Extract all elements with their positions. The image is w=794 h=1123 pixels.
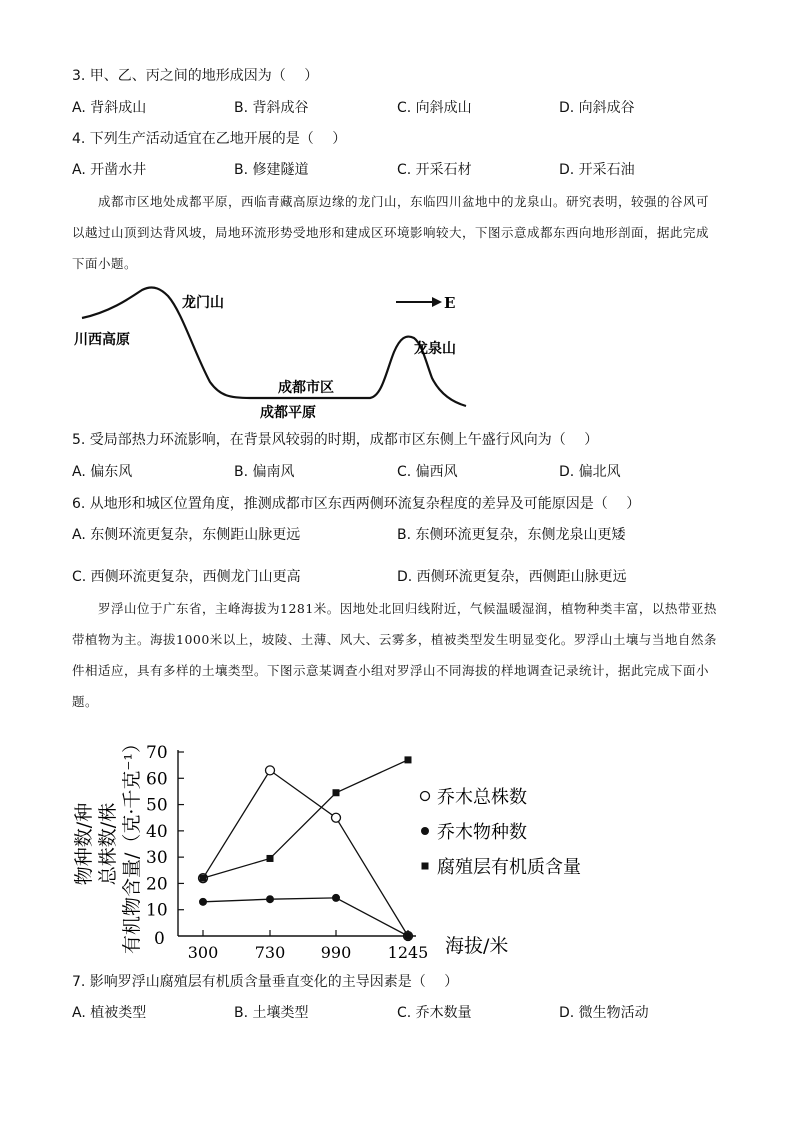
data-point-s0-2 bbox=[332, 813, 341, 822]
q6-option-c[interactable]: C. 西侧环流更复杂，西侧龙门山更高 bbox=[72, 569, 301, 585]
passage-chengdu: 成都市区地处成都平原，西临青藏高原边缘的龙门山，东临四川盆地中的龙泉山。研究表明，较强的谷风可以越过山顶到达背风坡，局地环流形势受地形和建成区环境影响较大，下图示意成都东西向地形剖面，据此完成下面小题。 bbox=[72, 194, 710, 271]
y-tick-label: 40 bbox=[146, 821, 168, 842]
q6-option-b[interactable]: B. 东侧环流更复杂，东侧龙泉山更矮 bbox=[397, 527, 626, 543]
q6-option-d[interactable]: D. 西侧环流更复杂，西侧距山脉更远 bbox=[397, 569, 627, 585]
data-point-s2-3 bbox=[405, 756, 412, 763]
q5-option-b[interactable]: B. 偏南风 bbox=[234, 464, 295, 480]
q5-option-c[interactable]: C. 偏西风 bbox=[397, 464, 458, 480]
legend-label-1: 乔木物种数 bbox=[437, 822, 527, 843]
west-plateau-label: 川西高原 bbox=[74, 332, 130, 348]
q7-option-c[interactable]: C. 乔木数量 bbox=[397, 1005, 472, 1021]
q5-option-a[interactable]: A. 偏东风 bbox=[72, 464, 133, 480]
x-axis-title: 海拔/米 bbox=[445, 935, 509, 957]
y-tick-label: 50 bbox=[146, 795, 168, 816]
city-label: 成都市区 bbox=[278, 380, 334, 396]
q3-option-d[interactable]: D. 向斜成谷 bbox=[559, 100, 635, 116]
q7-option-a[interactable]: A. 植被类型 bbox=[72, 1005, 147, 1021]
question-7-stem: 7. 影响罗浮山腐殖层有机质含量垂直变化的主导因素是（ ） bbox=[72, 974, 459, 990]
y-tick-label: 70 bbox=[146, 743, 168, 763]
y-axis-title-line: 物种数/种 bbox=[73, 802, 95, 886]
luofu-survey-chart bbox=[60, 726, 620, 966]
east-arrow-head bbox=[432, 297, 442, 307]
data-point-s1-3 bbox=[404, 932, 412, 940]
terrain-profile-line bbox=[82, 288, 466, 406]
question-3-stem: 3. 甲、乙、丙之间的地形成因为（ ） bbox=[72, 68, 319, 84]
plain-label: 成都平原 bbox=[260, 405, 316, 421]
longquan-label: 龙泉山 bbox=[414, 341, 456, 357]
legend-marker-0 bbox=[421, 792, 430, 801]
x-tick-label: 730 bbox=[254, 943, 286, 962]
x-tick-label: 1245 bbox=[387, 943, 429, 962]
q6-option-a[interactable]: A. 东侧环流更复杂，东侧距山脉更远 bbox=[72, 527, 301, 543]
data-point-s1-1 bbox=[266, 895, 274, 903]
terrain-profile-figure bbox=[70, 282, 470, 422]
question-5-stem: 5. 受局部热力环流影响，在背景风较弱的时期，成都市区东侧上午盛行风向为（ ） bbox=[72, 432, 599, 448]
x-tick-label: 300 bbox=[187, 943, 219, 962]
q7-option-b[interactable]: B. 土壤类型 bbox=[234, 1005, 309, 1021]
data-point-s2-2 bbox=[333, 789, 340, 796]
q3-option-a[interactable]: A. 背斜成山 bbox=[72, 100, 147, 116]
data-point-s0-1 bbox=[266, 766, 275, 775]
q4-option-d[interactable]: D. 开采石油 bbox=[559, 162, 635, 178]
legend-label-0: 乔木总株数 bbox=[437, 787, 527, 808]
passage-luofu: 罗浮山位于广东省，主峰海拔为1281米。因地处北回归线附近，气候温暖湿润，植物种类丰富，以热带亚热带植物为主。海拔1000米以上，坡陵、土薄、风大、云雾多，植被类型发生明显变化。罗浮山土壤与当地自然条件相适应，具有多样的土壤类型。下图示意某调查小组对罗浮山不同海拔的样地调查记录统计，据此完成下面小题。 bbox=[72, 601, 717, 709]
q7-option-d[interactable]: D. 微生物活动 bbox=[559, 1005, 649, 1021]
data-point-s2-1 bbox=[267, 855, 274, 862]
data-point-s1-0 bbox=[199, 898, 207, 906]
y-tick-label: 10 bbox=[146, 900, 168, 921]
series-line-2 bbox=[203, 760, 408, 878]
y-axis-title-line: 有机物含量/（克·千克⁻¹） bbox=[121, 733, 143, 955]
data-point-s2-0 bbox=[200, 875, 207, 882]
q5-option-d[interactable]: D. 偏北风 bbox=[559, 464, 621, 480]
x-tick-label: 990 bbox=[320, 943, 352, 962]
y-tick-label: 60 bbox=[146, 769, 168, 790]
direction-label: E bbox=[444, 294, 456, 312]
q3-option-c[interactable]: C. 向斜成山 bbox=[397, 100, 472, 116]
legend-marker-2 bbox=[422, 863, 429, 870]
q4-option-c[interactable]: C. 开采石材 bbox=[397, 162, 472, 178]
question-6-stem: 6. 从地形和城区位置角度，推测成都市区东西两侧环流复杂程度的差异及可能原因是（ ） bbox=[72, 496, 641, 512]
legend-label-2: 腐殖层有机质含量 bbox=[437, 857, 581, 878]
question-4-stem: 4. 下列生产活动适宜在乙地开展的是（ ） bbox=[72, 131, 347, 147]
legend-marker-1 bbox=[421, 827, 429, 835]
data-point-s1-2 bbox=[332, 894, 340, 902]
y-axis-title-line: 总株数/株 bbox=[97, 802, 119, 886]
y-tick-label: 30 bbox=[146, 848, 168, 869]
q3-option-b[interactable]: B. 背斜成谷 bbox=[234, 100, 309, 116]
q4-option-a[interactable]: A. 开凿水井 bbox=[72, 162, 147, 178]
y-tick-label: 20 bbox=[146, 874, 168, 895]
series-line-0 bbox=[203, 770, 408, 936]
series-line-1 bbox=[203, 898, 408, 936]
q4-option-b[interactable]: B. 修建隧道 bbox=[234, 162, 309, 178]
longmen-label: 龙门山 bbox=[182, 295, 224, 311]
y-tick-label: 0 bbox=[154, 929, 165, 949]
